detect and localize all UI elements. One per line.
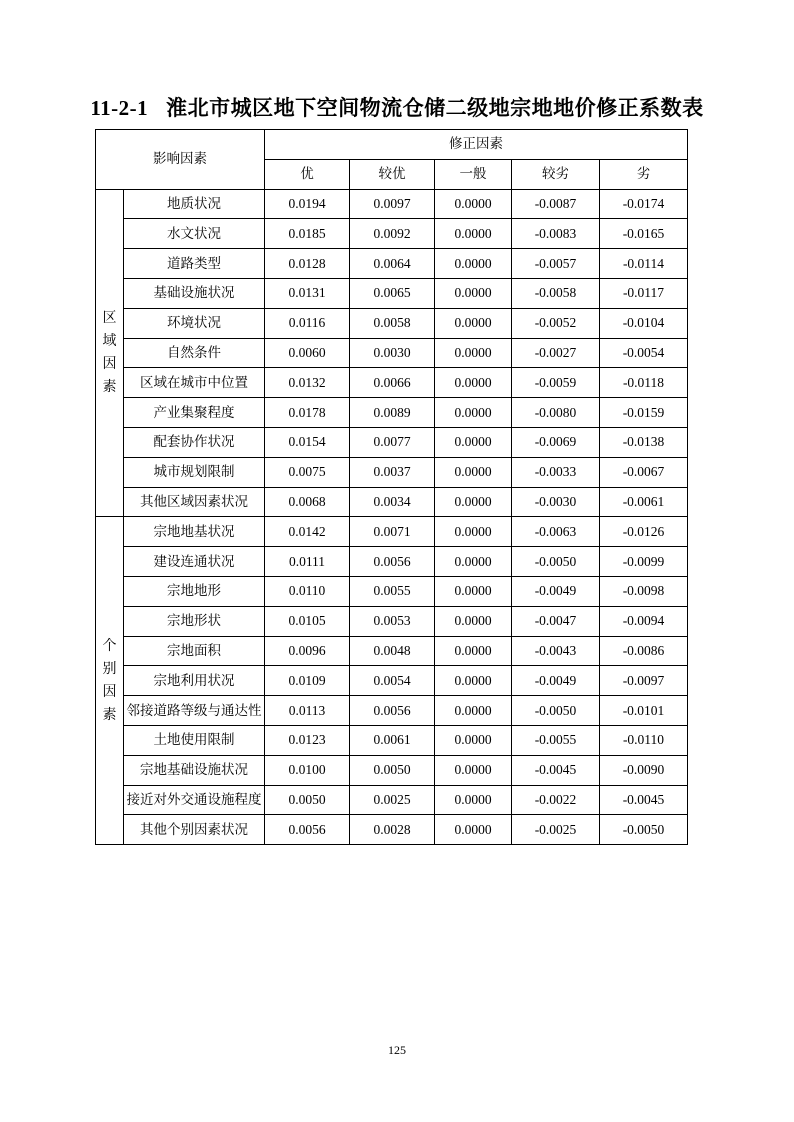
value-cell: -0.0094: [600, 606, 688, 636]
value-cell: -0.0110: [600, 725, 688, 755]
value-cell: -0.0047: [512, 606, 600, 636]
value-cell: -0.0049: [512, 576, 600, 606]
value-cell: 0.0116: [265, 308, 350, 338]
value-cell: 0.0058: [350, 308, 435, 338]
factor-cell: 宗地地形: [124, 576, 265, 606]
value-cell: -0.0052: [512, 308, 600, 338]
value-cell: 0.0055: [350, 576, 435, 606]
factor-cell: 产业集聚程度: [124, 398, 265, 428]
value-cell: 0.0065: [350, 278, 435, 308]
value-cell: -0.0080: [512, 398, 600, 428]
table-body: [96, 189, 688, 845]
value-cell: 0.0000: [435, 249, 512, 279]
factor-cell: 基础设施状况: [124, 278, 265, 308]
value-cell: 0.0154: [265, 427, 350, 457]
value-cell: 0.0000: [435, 547, 512, 577]
value-cell: 0.0111: [265, 547, 350, 577]
value-cell: -0.0098: [600, 576, 688, 606]
value-cell: 0.0185: [265, 219, 350, 249]
value-cell: 0.0113: [265, 696, 350, 726]
value-cell: 0.0194: [265, 189, 350, 219]
value-cell: -0.0043: [512, 636, 600, 666]
value-cell: -0.0045: [600, 785, 688, 815]
value-cell: 0.0000: [435, 725, 512, 755]
value-cell: -0.0118: [600, 368, 688, 398]
value-cell: -0.0086: [600, 636, 688, 666]
value-cell: -0.0049: [512, 666, 600, 696]
factor-cell: 环境状况: [124, 308, 265, 338]
value-cell: 0.0109: [265, 666, 350, 696]
value-cell: 0.0000: [435, 368, 512, 398]
value-cell: 0.0064: [350, 249, 435, 279]
factor-cell: 宗地基础设施状况: [124, 755, 265, 785]
value-cell: -0.0050: [600, 815, 688, 845]
level-header: 较优: [350, 159, 435, 189]
value-cell: -0.0117: [600, 278, 688, 308]
value-cell: -0.0138: [600, 427, 688, 457]
value-cell: -0.0025: [512, 815, 600, 845]
table-row: [96, 278, 688, 308]
value-cell: -0.0058: [512, 278, 600, 308]
value-cell: -0.0159: [600, 398, 688, 428]
table-row: [96, 517, 688, 547]
factor-cell: 水文状况: [124, 219, 265, 249]
factor-cell: 宗地利用状况: [124, 666, 265, 696]
value-cell: 0.0056: [350, 696, 435, 726]
value-cell: -0.0114: [600, 249, 688, 279]
factor-cell: 其他区域因素状况: [124, 487, 265, 517]
value-cell: -0.0045: [512, 755, 600, 785]
value-cell: -0.0165: [600, 219, 688, 249]
factor-cell: 邻接道路等级与通达性: [124, 696, 265, 726]
table-row: [96, 636, 688, 666]
value-cell: 0.0060: [265, 338, 350, 368]
table-row: [96, 338, 688, 368]
value-cell: 0.0071: [350, 517, 435, 547]
table-row: [96, 725, 688, 755]
value-cell: -0.0067: [600, 457, 688, 487]
level-header: 较劣: [512, 159, 600, 189]
factor-cell: 城市规划限制: [124, 457, 265, 487]
factor-cell: 宗地形状: [124, 606, 265, 636]
value-cell: 0.0000: [435, 278, 512, 308]
value-cell: 0.0110: [265, 576, 350, 606]
value-cell: -0.0050: [512, 547, 600, 577]
value-cell: 0.0000: [435, 576, 512, 606]
factor-cell: 地质状况: [124, 189, 265, 219]
value-cell: 0.0000: [435, 457, 512, 487]
value-cell: 0.0000: [435, 785, 512, 815]
value-cell: 0.0000: [435, 427, 512, 457]
page-number: 125: [388, 1043, 406, 1057]
value-cell: 0.0131: [265, 278, 350, 308]
group-label: [96, 189, 124, 517]
value-cell: 0.0092: [350, 219, 435, 249]
value-cell: 0.0000: [435, 517, 512, 547]
value-cell: 0.0050: [350, 755, 435, 785]
value-cell: 0.0000: [435, 815, 512, 845]
table-title: [0, 92, 794, 122]
table-row: [96, 547, 688, 577]
factor-cell: 配套协作状况: [124, 427, 265, 457]
value-cell: -0.0063: [512, 517, 600, 547]
table-row: [96, 785, 688, 815]
table-title-text: 淮北市城区地下空间物流仓储二级地宗地地价修正系数表: [166, 96, 704, 120]
value-cell: 0.0037: [350, 457, 435, 487]
factor-cell: 宗地地基状况: [124, 517, 265, 547]
table-row: [96, 427, 688, 457]
table-row: [96, 606, 688, 636]
value-cell: -0.0050: [512, 696, 600, 726]
table-row: [96, 219, 688, 249]
table-row: [96, 487, 688, 517]
table-number: 11-2-1: [90, 96, 149, 120]
level-header: 一般: [435, 159, 512, 189]
value-cell: -0.0126: [600, 517, 688, 547]
value-cell: 0.0142: [265, 517, 350, 547]
value-cell: 0.0097: [350, 189, 435, 219]
value-cell: 0.0000: [435, 189, 512, 219]
value-cell: 0.0050: [265, 785, 350, 815]
value-cell: 0.0096: [265, 636, 350, 666]
value-cell: -0.0054: [600, 338, 688, 368]
value-cell: 0.0100: [265, 755, 350, 785]
factor-cell: 道路类型: [124, 249, 265, 279]
header-row-1: [96, 130, 688, 160]
value-cell: -0.0059: [512, 368, 600, 398]
value-cell: 0.0056: [350, 547, 435, 577]
factor-cell: 接近对外交通设施程度: [124, 785, 265, 815]
factor-cell: 土地使用限制: [124, 725, 265, 755]
value-cell: 0.0048: [350, 636, 435, 666]
table-row: [96, 249, 688, 279]
value-cell: 0.0054: [350, 666, 435, 696]
value-cell: 0.0025: [350, 785, 435, 815]
value-cell: -0.0104: [600, 308, 688, 338]
value-cell: -0.0083: [512, 219, 600, 249]
value-cell: 0.0123: [265, 725, 350, 755]
value-cell: -0.0033: [512, 457, 600, 487]
value-cell: -0.0097: [600, 666, 688, 696]
value-cell: 0.0000: [435, 696, 512, 726]
value-cell: 0.0000: [435, 666, 512, 696]
value-cell: 0.0030: [350, 338, 435, 368]
table-row: [96, 398, 688, 428]
value-cell: -0.0090: [600, 755, 688, 785]
value-cell: 0.0000: [435, 338, 512, 368]
table-row: [96, 368, 688, 398]
value-cell: 0.0077: [350, 427, 435, 457]
table-row: [96, 457, 688, 487]
table-row: [96, 815, 688, 845]
group-label-text: 区域因素: [102, 310, 117, 395]
value-cell: 0.0068: [265, 487, 350, 517]
coef-header: 修正因素: [265, 130, 688, 160]
value-cell: -0.0027: [512, 338, 600, 368]
table-row: [96, 308, 688, 338]
table-row: [96, 576, 688, 606]
value-cell: -0.0101: [600, 696, 688, 726]
value-cell: 0.0075: [265, 457, 350, 487]
value-cell: 0.0053: [350, 606, 435, 636]
value-cell: -0.0174: [600, 189, 688, 219]
value-cell: 0.0132: [265, 368, 350, 398]
correction-coefficient-table: [95, 129, 688, 845]
value-cell: -0.0087: [512, 189, 600, 219]
table-row: [96, 666, 688, 696]
factor-cell: 区域在城市中位置: [124, 368, 265, 398]
value-cell: -0.0055: [512, 725, 600, 755]
value-cell: 0.0105: [265, 606, 350, 636]
value-cell: 0.0034: [350, 487, 435, 517]
value-cell: 0.0128: [265, 249, 350, 279]
level-header: 优: [265, 159, 350, 189]
value-cell: 0.0089: [350, 398, 435, 428]
table-row: [96, 696, 688, 726]
value-cell: -0.0022: [512, 785, 600, 815]
value-cell: 0.0000: [435, 636, 512, 666]
value-cell: 0.0178: [265, 398, 350, 428]
group-label: [96, 517, 124, 845]
value-cell: 0.0066: [350, 368, 435, 398]
value-cell: 0.0061: [350, 725, 435, 755]
factor-header: 影响因素: [96, 130, 265, 190]
value-cell: -0.0057: [512, 249, 600, 279]
level-header: 劣: [600, 159, 688, 189]
value-cell: 0.0028: [350, 815, 435, 845]
value-cell: 0.0000: [435, 398, 512, 428]
value-cell: 0.0000: [435, 755, 512, 785]
value-cell: -0.0069: [512, 427, 600, 457]
table-row: [96, 189, 688, 219]
value-cell: 0.0056: [265, 815, 350, 845]
value-cell: -0.0061: [600, 487, 688, 517]
value-cell: 0.0000: [435, 487, 512, 517]
group-label-text: 个别因素: [102, 638, 117, 723]
value-cell: 0.0000: [435, 308, 512, 338]
factor-cell: 宗地面积: [124, 636, 265, 666]
value-cell: -0.0030: [512, 487, 600, 517]
table-row: [96, 755, 688, 785]
value-cell: 0.0000: [435, 219, 512, 249]
factor-cell: 其他个别因素状况: [124, 815, 265, 845]
factor-cell: 建设连通状况: [124, 547, 265, 577]
value-cell: -0.0099: [600, 547, 688, 577]
value-cell: 0.0000: [435, 606, 512, 636]
factor-cell: 自然条件: [124, 338, 265, 368]
